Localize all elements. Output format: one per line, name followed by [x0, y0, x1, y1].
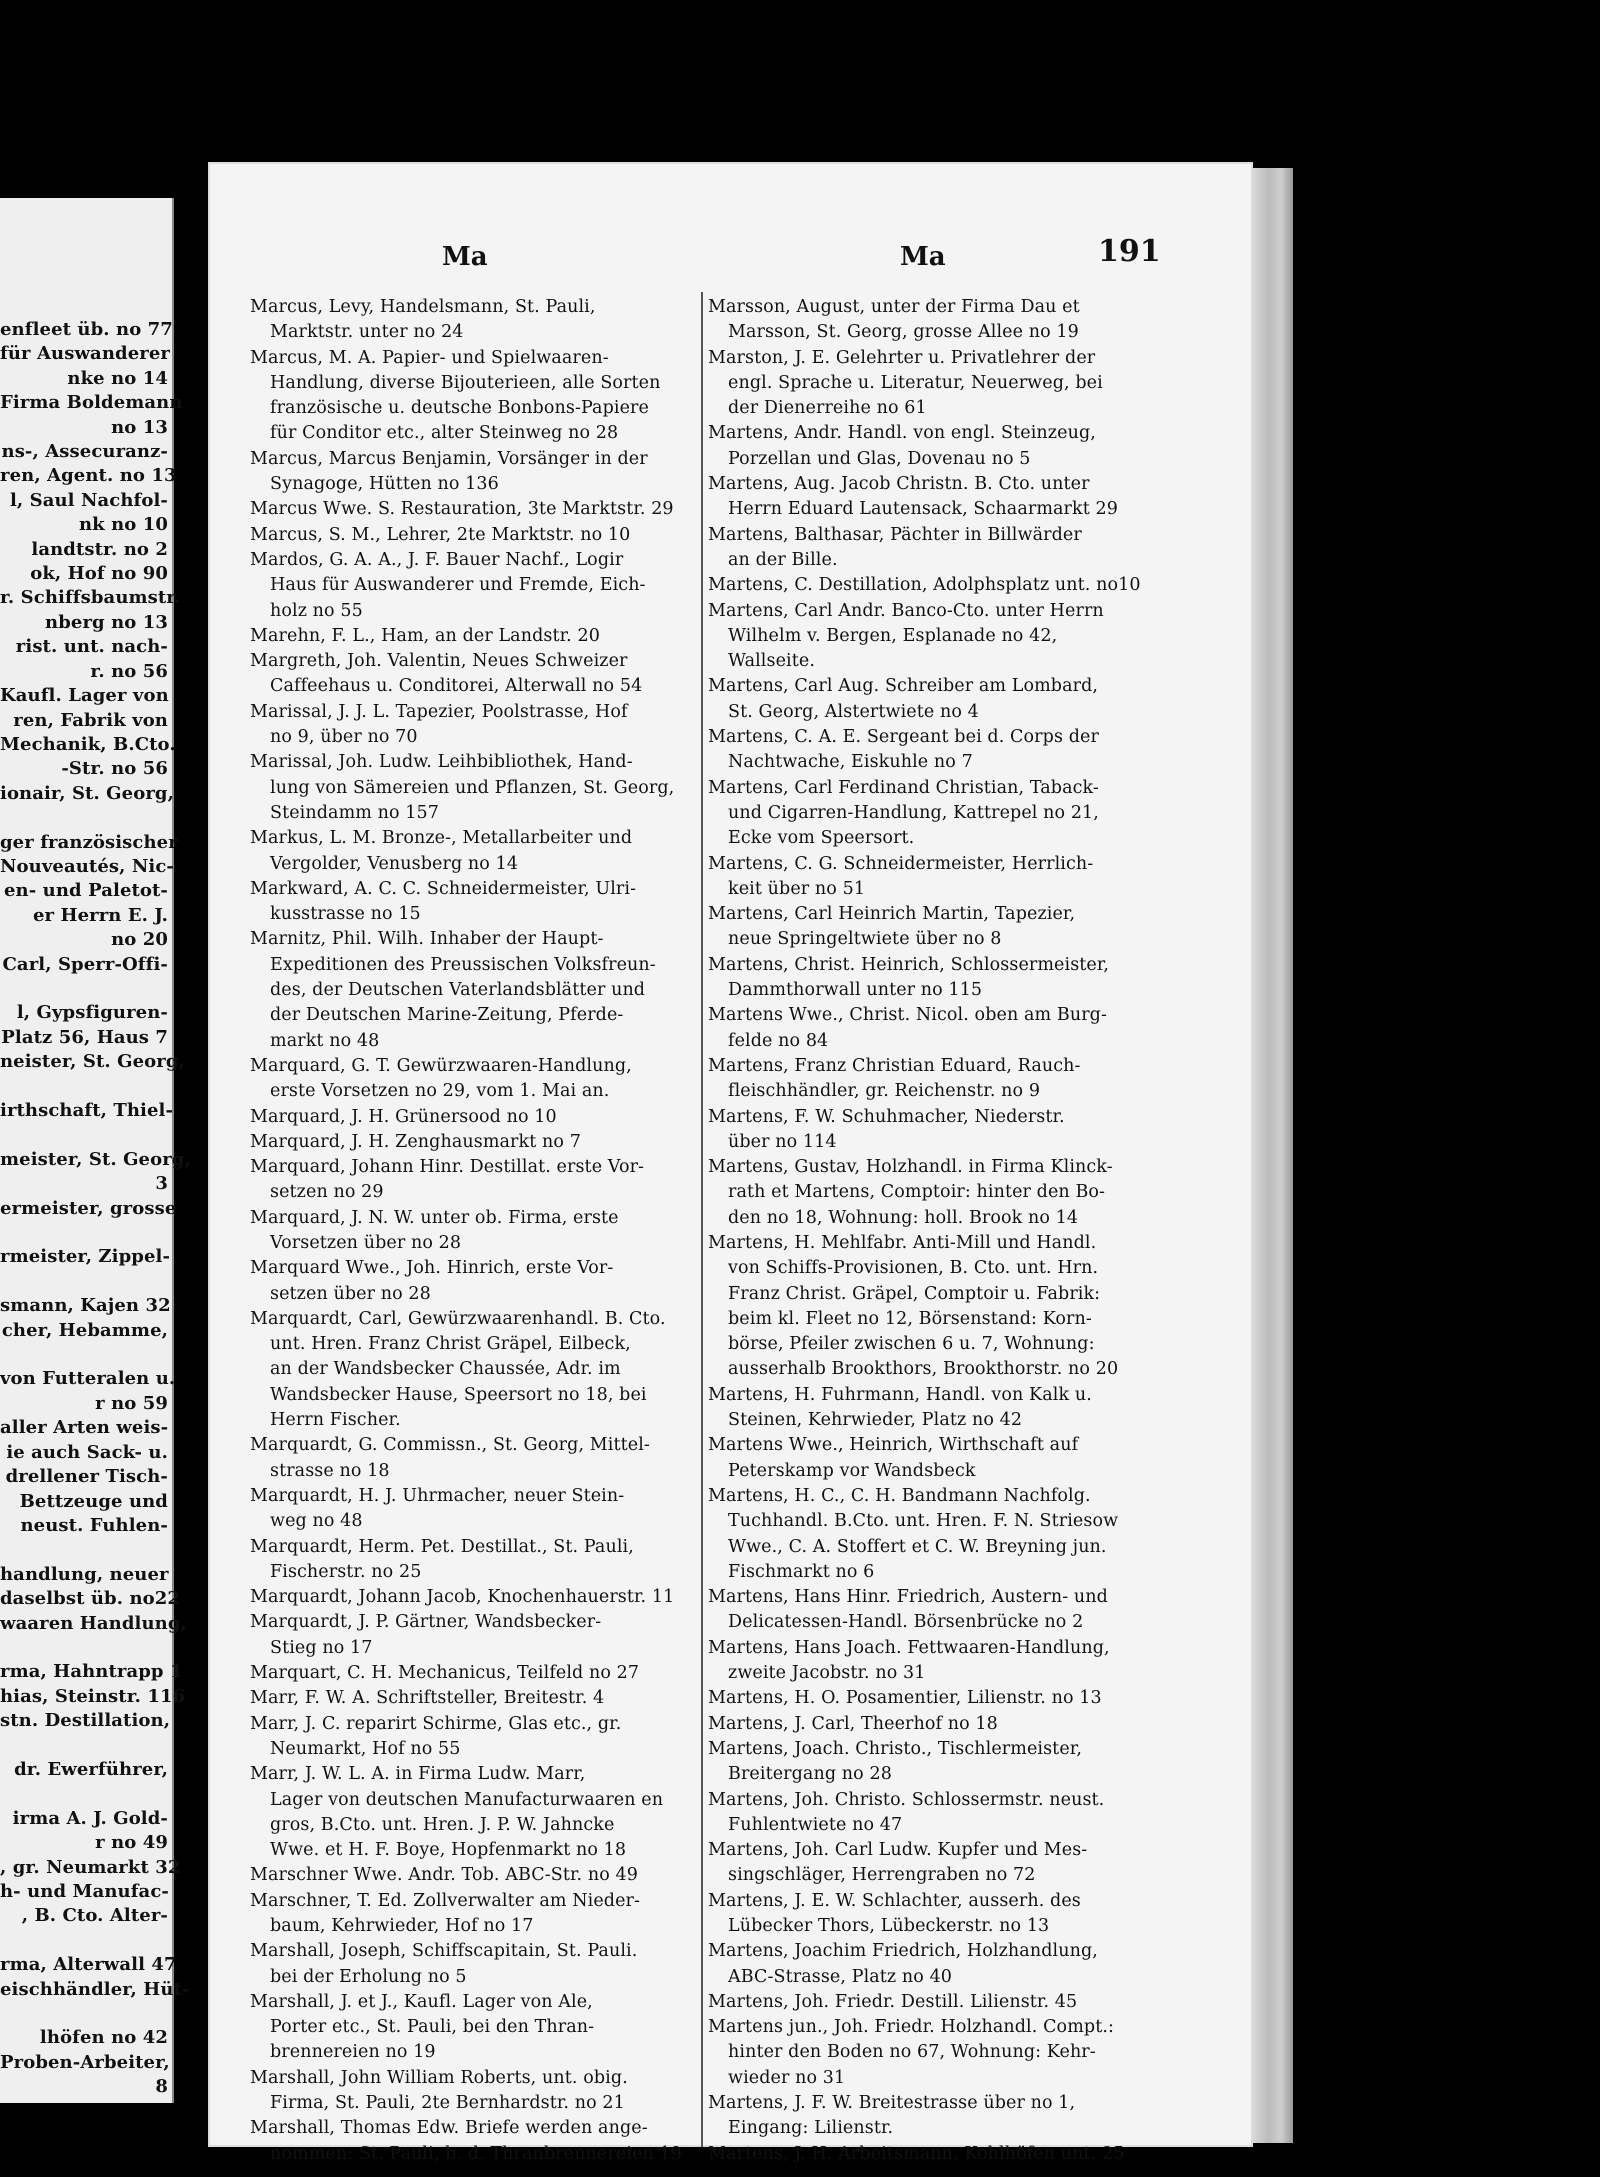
entry-continuation-line: strasse no 18 — [270, 1460, 390, 1481]
fragment-line: cher, Hebamme, — [1, 1319, 168, 1341]
fragment-line: ermeister, grosse — [0, 1197, 177, 1219]
fragment-line: no 13 — [111, 416, 168, 438]
entry-line: Martens, Aug. Jacob Christn. B. Cto. unter — [708, 474, 1090, 495]
entry-continuation-line: Vergolder, Venusberg no 14 — [270, 853, 519, 874]
fragment-line — [0, 1123, 168, 1147]
entry-line: Martens, J. Carl, Theerhof no 18 — [708, 1713, 998, 1734]
entry-continuation-line: Nachtwache, Eiskuhle no 7 — [728, 752, 973, 773]
entry-line: Martens, H. O. Posamentier, Lilienstr. no 13 — [708, 1688, 1102, 1709]
entry-line: Marshall, John William Roberts, unt. obig. — [250, 2067, 628, 2088]
entry-continuation-line: brennereien no 19 — [270, 2042, 436, 2063]
fragment-line — [0, 1270, 168, 1294]
fragment-line: enfleet üb. no 77 — [0, 319, 173, 340]
left-column — [250, 295, 702, 2167]
entry-continuation-line: des, der Deutschen Vaterlandsblätter und — [270, 980, 646, 1001]
entry-continuation-line: Wwe. et H. F. Boye, Hopfenmarkt no 18 — [270, 1840, 627, 1861]
entry-continuation-line: Vorsetzen über no 28 — [270, 1232, 462, 1253]
entry-continuation-line: engl. Sprache u. Literatur, Neuerweg, bei — [728, 372, 1103, 393]
fragment-line: ren, Agent. no 13 — [0, 465, 177, 487]
entry-line: Martens, H. Mehlfabr. Anti-Mill und Handl. — [708, 1232, 1097, 1253]
entry-continuation-line: Dammthorwall unter no 115 — [728, 980, 983, 1001]
fragment-line: daselbst üb. no22 — [0, 1588, 181, 1610]
running-head-left: Ma — [442, 242, 488, 272]
entry-continuation-line: beim kl. Fleet no 12, Börsenstand: Korn- — [728, 1308, 1092, 1329]
entry-continuation-line: keit über no 51 — [728, 878, 866, 899]
previous-page-text — [0, 318, 191, 2100]
fragment-line: rma, Hahntrapp 1 — [0, 1661, 183, 1683]
fragment-line: hias, Steinstr. 116 — [0, 1685, 186, 1707]
entry-line: Martens, Gustav, Holzhandl. in Firma Klinck- — [708, 1157, 1113, 1178]
fragment-line: ger französischer — [0, 831, 178, 853]
entry-continuation-line: Tuchhandl. B.Cto. unt. Hren. F. N. Striesow — [728, 1511, 1119, 1532]
entry-continuation-line: an der Bille. — [728, 549, 838, 570]
entry-line: Martens, Balthasar, Pächter in Billwärder — [708, 524, 1082, 545]
fragment-line: Mechanik, B.Cto. — [0, 733, 176, 755]
fragment-line: irthschaft, Thiel- — [0, 1100, 174, 1121]
entry-line: Martens, Carl Ferdinand Christian, Taback- — [708, 777, 1099, 798]
entry-line: Marcus, S. M., Lehrer, 2te Marktstr. no 10 — [250, 524, 631, 545]
fragment-line: waaren Handlung, — [0, 1612, 187, 1634]
fragment-line: handlung, neuer — [0, 1563, 169, 1585]
fragment-line: er Herrn E. J. — [32, 904, 168, 926]
entry-line: Marcus, M. A. Papier- und Spielwaaren- — [250, 347, 609, 368]
entry-continuation-line: Eingang: Lilienstr. — [728, 2118, 894, 2139]
entry-continuation-line: Wandsbecker Hause, Speersort no 18, bei — [270, 1384, 647, 1405]
entry-line: Martens, Carl Aug. Schreiber am Lombard, — [708, 676, 1099, 697]
entry-line: Marcus, Levy, Handelsmann, St. Pauli, — [250, 297, 596, 317]
entry-continuation-line: Breitergang no 28 — [728, 1764, 892, 1785]
entry-line: Martens, J. H. Arbeitsmann, Kohlhöfen unt. 25 — [708, 2143, 1125, 2164]
fragment-line: -Str. no 56 — [61, 758, 168, 780]
fragment-line: r. no 56 — [90, 660, 168, 682]
entry-line: Martens, C. A. E. Sergeant bei d. Corps der — [708, 727, 1099, 748]
entry-line: Markward, A. C. C. Schneidermeister, Ulri- — [250, 878, 637, 899]
fragment-line: von Futteralen u. — [0, 1368, 176, 1390]
entry-continuation-line: Expeditionen des Preussischen Volksfreun- — [270, 954, 656, 975]
fragment-line: r no 59 — [95, 1392, 168, 1414]
entry-continuation-line: zweite Jacobstr. no 31 — [728, 1663, 926, 1684]
fragment-line: 3 — [155, 1173, 168, 1195]
fragment-line: Nouveautés, Nic- — [0, 855, 174, 877]
entry-line: Markus, L. M. Bronze-, Metallarbeiter und — [250, 828, 633, 849]
entry-continuation-line: Caffeehaus u. Conditorei, Alterwall no 54 — [270, 676, 643, 697]
entry-line: Martens Wwe., Christ. Nicol. oben am Burg- — [708, 1005, 1107, 1026]
entry-line: Marschner, T. Ed. Zollverwalter am Nieder- — [250, 1890, 641, 1911]
entry-line: Marsson, August, unter der Firma Dau et — [708, 297, 1080, 317]
entry-continuation-line: lung von Sämereien und Pflanzen, St. Georg, — [270, 777, 675, 798]
entry-continuation-line: der Dienerreihe no 61 — [728, 398, 927, 419]
entry-continuation-line: von Schiffs-Provisionen, B. Cto. unt. Hrn. — [728, 1258, 1099, 1279]
entry-line: Martens jun., Joh. Friedr. Holzhandl. Compt.: — [708, 2017, 1114, 2038]
fragment-line — [0, 1221, 168, 1245]
entry-continuation-line: markt no 48 — [270, 1030, 380, 1051]
entry-line: Mardos, G. A. A., J. F. Bauer Nachf., Logir — [250, 549, 624, 570]
fragment-line: neust. Fuhlen- — [20, 1514, 168, 1536]
entry-continuation-line: Fischmarkt no 6 — [728, 1561, 875, 1582]
entry-continuation-line: holz no 55 — [270, 600, 363, 621]
fragment-line: , gr. Neumarkt 32 — [0, 1856, 181, 1878]
entry-continuation-line: Fuhlentwiete no 47 — [728, 1814, 903, 1835]
entry-continuation-line: erste Vorsetzen no 29, vom 1. Mai an. — [270, 1081, 610, 1102]
entry-continuation-line: Fischerstr. no 25 — [270, 1561, 422, 1582]
entry-continuation-line: rath et Martens, Comptoir: hinter den Bo- — [728, 1182, 1106, 1203]
entry-line: Marshall, J. et J., Kaufl. Lager von Ale, — [250, 1991, 593, 2012]
fragment-line: h- und Manufac- — [0, 1881, 169, 1902]
entry-continuation-line: Steindamm no 157 — [270, 802, 440, 823]
fragment-line: l, Gypsfiguren- — [16, 1002, 168, 1024]
entry-continuation-line: Handlung, diverse Bijouterieen, alle Sorten — [270, 372, 661, 393]
fragment-line: no 20 — [111, 929, 168, 951]
entry-line: Martens, Carl Heinrich Martin, Tapezier, — [708, 904, 1076, 925]
entry-line: Marshall, Thomas Edw. Briefe werden ange- — [250, 2118, 648, 2139]
fragment-line — [0, 1734, 168, 1758]
entry-line: Marr, F. W. A. Schriftsteller, Breitestr. 4 — [250, 1688, 605, 1709]
entry-continuation-line: Delicatessen-Handl. Börsenbrücke no 2 — [728, 1612, 1084, 1633]
entry-continuation-line: Franz Christ. Gräpel, Comptoir u. Fabrik: — [728, 1283, 1101, 1304]
entry-line: Martens, Joh. Carl Ludw. Kupfer und Mes- — [708, 1840, 1088, 1861]
entry-line: Marquardt, J. P. Gärtner, Wandsbecker- — [250, 1612, 602, 1633]
entry-continuation-line: bei der Erholung no 5 — [270, 1966, 467, 1987]
entry-continuation-line: Lager von deutschen Manufacturwaaren en — [270, 1789, 664, 1810]
fragment-line — [0, 1343, 168, 1367]
entry-continuation-line: börse, Pfeiler zwischen 6 u. 7, Wohnung: — [728, 1334, 1095, 1355]
fragment-line — [0, 1636, 168, 1660]
fragment-line: r no 49 — [95, 1832, 168, 1854]
entry-line: Marschner Wwe. Andr. Tob. ABC-Str. no 49 — [250, 1865, 638, 1886]
entry-continuation-line: Porter etc., St. Pauli, bei den Thran- — [270, 2017, 595, 2038]
fragment-line — [0, 1929, 168, 1953]
entry-line: Marquard, J. H. Zenghausmarkt no 7 — [250, 1131, 581, 1152]
entry-line: Marissal, J. J. L. Tapezier, Poolstrasse, Hof — [250, 701, 628, 722]
entry-line: Martens, F. W. Schuhmacher, Niederstr. — [708, 1106, 1065, 1127]
entry-line: Martens, H. Fuhrmann, Handl. von Kalk u. — [708, 1384, 1092, 1405]
entry-continuation-line: Synagoge, Hütten no 136 — [270, 474, 499, 495]
entry-line: Marr, J. W. L. A. in Firma Ludw. Marr, — [250, 1764, 586, 1785]
fragment-line: rma, Alterwall 47 — [0, 1954, 177, 1976]
entry-continuation-line: für Conditor etc., alter Steinweg no 28 — [270, 423, 619, 444]
entry-continuation-line: Wwe., C. A. Stoffert et C. W. Breyning jun. — [728, 1536, 1107, 1557]
fragment-line: für Auswanderer — [0, 343, 170, 365]
entry-continuation-line: neue Springeltwiete über no 8 — [728, 929, 1002, 950]
entry-line: Marquard, G. T. Gewürzwaaren-Handlung, — [250, 1055, 632, 1076]
fragment-line: Carl, Sperr-Offi- — [2, 953, 168, 975]
entry-line: Marquardt, H. J. Uhrmacher, neuer Stein- — [250, 1485, 625, 1506]
entry-continuation-line: Marktstr. unter no 24 — [270, 322, 464, 343]
entry-line: Martens, C. G. Schneidermeister, Herrlich- — [708, 853, 1094, 874]
entry-continuation-line: Marsson, St. Georg, grosse Allee no 19 — [728, 322, 1079, 343]
entry-continuation-line: der Deutschen Marine-Zeitung, Pferde- — [270, 1005, 624, 1026]
entry-line: Martens, Joh. Friedr. Destill. Lilienstr. 45 — [708, 1991, 1078, 2012]
entry-line: Marquardt, G. Commissn., St. Georg, Mittel- — [250, 1435, 650, 1456]
entry-line: Marquard, J. N. W. unter ob. Firma, erste — [250, 1207, 619, 1228]
fragment-line: ren, Fabrik von — [13, 709, 168, 731]
entry-continuation-line: singschläger, Herrengraben no 72 — [728, 1865, 1036, 1886]
entry-line: Marcus, Marcus Benjamin, Vorsänger in der — [250, 448, 648, 469]
entry-continuation-line: Wilhelm v. Bergen, Esplanade no 42, — [728, 625, 1058, 646]
entry-continuation-line: no 9, über no 70 — [270, 727, 418, 748]
fragment-line: en- und Paletot- — [3, 880, 168, 902]
fragment-line: , B. Cto. Alter- — [21, 1905, 168, 1927]
fragment-line — [0, 806, 168, 830]
entry-continuation-line: Haus für Auswanderer und Fremde, Eich- — [270, 575, 646, 596]
entry-line: Martens, Andr. Handl. von engl. Steinzeug, — [708, 423, 1096, 444]
column-divider — [701, 292, 703, 2147]
page-edge — [1253, 168, 1293, 2143]
fragment-line: Proben-Arbeiter, — [0, 2051, 170, 2073]
fragment-line: drellener Tisch- — [5, 1466, 168, 1488]
entry-continuation-line: Herrn Fischer. — [270, 1410, 401, 1431]
fragment-line: Platz 56, Haus 7 — [1, 1026, 168, 1048]
fragment-line — [0, 1782, 168, 1806]
entry-continuation-line: über no 114 — [728, 1131, 837, 1152]
entry-line: Marissal, Joh. Ludw. Leihbibliothek, Hand- — [250, 752, 633, 773]
entry-continuation-line: Steinen, Kehrwieder, Platz no 42 — [728, 1410, 1023, 1431]
entry-line: Marquard, Johann Hinr. Destillat. erste Vor- — [250, 1157, 645, 1178]
fragment-line: nk no 10 — [78, 514, 168, 536]
entry-continuation-line: wieder no 31 — [728, 2067, 846, 2088]
entry-continuation-line: Porzellan und Glas, Dovenau no 5 — [728, 448, 1031, 469]
entry-continuation-line: weg no 48 — [270, 1511, 363, 1532]
fragment-line: rmeister, Zippel- — [0, 1246, 171, 1268]
entry-continuation-line: nommen: St. Pauli, b. d. Thranbrennereien 19 — [270, 2143, 682, 2164]
entry-continuation-line: Peterskamp vor Wandsbeck — [728, 1460, 976, 1481]
entry-continuation-line: Firma, St. Pauli, 2te Bernhardstr. no 21 — [270, 2093, 625, 2114]
fragment-line: ie auch Sack- u. — [6, 1441, 168, 1463]
entry-continuation-line: französische u. deutsche Bonbons-Papiere — [270, 398, 649, 419]
fragment-line: aller Arten weis- — [0, 1417, 169, 1439]
fragment-line: l, Saul Nachfol- — [9, 489, 168, 511]
entry-continuation-line: setzen no 29 — [270, 1182, 384, 1203]
entry-continuation-line: Wallseite. — [728, 651, 815, 672]
fragment-line — [0, 2002, 168, 2026]
fragment-line: irma A. J. Gold- — [12, 1807, 168, 1829]
entry-line: Martens, Hans Hinr. Friedrich, Austern- und — [708, 1587, 1108, 1608]
entry-continuation-line: Lübecker Thors, Lübeckerstr. no 13 — [728, 1916, 1050, 1936]
entry-continuation-line: Neumarkt, Hof no 55 — [270, 1738, 461, 1759]
fragment-line: Bettzeuge und — [19, 1490, 168, 1512]
entry-line: Marnitz, Phil. Wilh. Inhaber der Haupt- — [250, 929, 604, 950]
entry-continuation-line: ausserhalb Brookthors, Brookthorstr. no 20 — [728, 1359, 1119, 1380]
fragment-line: smann, Kajen 32 — [0, 1295, 171, 1317]
entry-line: Marquard, J. H. Grünersood no 10 — [250, 1106, 557, 1127]
entry-continuation-line: fleischhändler, gr. Reichenstr. no 9 — [728, 1081, 1041, 1102]
entry-line: Margreth, Joh. Valentin, Neues Schweizer — [250, 651, 628, 672]
entry-continuation-line: Stieg no 17 — [270, 1637, 373, 1658]
entry-continuation-line: ABC-Strasse, Platz no 40 — [728, 1966, 953, 1987]
entry-line: Martens, Joh. Christo. Schlossermstr. neust. — [708, 1789, 1105, 1810]
right-column — [708, 295, 1170, 2167]
entry-line: Marcus Wwe. S. Restauration, 3te Marktstr. 29 — [250, 499, 674, 520]
entry-continuation-line: gros, B.Cto. unt. Hren. J. P. W. Jahncke — [270, 1814, 615, 1835]
page-number: 191 — [1098, 234, 1161, 269]
entry-line: Marston, J. E. Gelehrter u. Privatlehrer der — [708, 347, 1096, 368]
fragment-line: nberg no 13 — [45, 611, 168, 633]
fragment-line: ok, Hof no 90 — [30, 563, 168, 585]
fragment-line: meister, St. Georg, — [0, 1148, 191, 1170]
fragment-line: ns-, Assecuranz- — [1, 441, 168, 463]
entry-continuation-line: St. Georg, Alstertwiete no 4 — [728, 701, 979, 722]
entry-line: Martens, J. E. W. Schlachter, ausserh. des — [708, 1890, 1081, 1911]
previous-page-fragment — [0, 198, 191, 2103]
entry-line: Marr, J. C. reparirt Schirme, Glas etc., gr. — [250, 1713, 622, 1734]
entry-continuation-line: setzen über no 28 — [270, 1283, 431, 1304]
fragment-line: lhöfen no 42 — [39, 2027, 168, 2049]
entry-line: Marshall, Joseph, Schiffscapitain, St. Pauli. — [250, 1941, 638, 1962]
entry-continuation-line: und Cigarren-Handlung, Kattrepel no 21, — [728, 802, 1099, 823]
fragment-line: eischhändler, Hüt- — [0, 1978, 190, 2000]
fragment-line: dr. Ewerführer, — [14, 1758, 168, 1780]
fragment-line: nke no 14 — [67, 367, 168, 389]
entry-continuation-line: baum, Kehrwieder, Hof no 17 — [270, 1916, 534, 1936]
entry-continuation-line: unt. Hren. Franz Christ Gräpel, Eilbeck, — [270, 1334, 631, 1355]
entry-line: Marquardt, Johann Jacob, Knochenhauerstr. 11 — [250, 1587, 675, 1608]
fragment-line: 8 — [155, 2076, 168, 2098]
entry-line: Martens, H. C., C. H. Bandmann Nachfolg. — [708, 1485, 1091, 1506]
entry-line: Martens, Joachim Friedrich, Holzhandlung, — [708, 1941, 1098, 1962]
entry-line: Martens, Hans Joach. Fettwaaren-Handlung, — [708, 1637, 1110, 1658]
fragment-line: r. Schiffsbaumstr. — [0, 587, 181, 609]
entry-continuation-line: an der Wandsbecker Chaussée, Adr. im — [270, 1359, 621, 1380]
entry-line: Martens, C. Destillation, Adolphsplatz unt. no10 — [708, 575, 1141, 596]
entry-line: Marquardt, Carl, Gewürzwaarenhandl. B. Cto. — [250, 1308, 666, 1329]
entry-continuation-line: Herrn Eduard Lautensack, Schaarmarkt 29 — [728, 499, 1118, 520]
entry-line: Martens, Carl Andr. Banco-Cto. unter Herrn — [708, 600, 1104, 621]
entry-continuation-line: den no 18, Wohnung: holl. Brook no 14 — [728, 1207, 1079, 1228]
entry-continuation-line: Ecke vom Speersort. — [728, 828, 915, 849]
fragment-line: Kaufl. Lager von — [0, 685, 169, 707]
entry-line: Martens Wwe., Heinrich, Wirthschaft auf — [708, 1435, 1079, 1456]
fragment-line — [0, 1538, 168, 1562]
entry-continuation-line: felde no 84 — [728, 1030, 829, 1051]
fragment-line — [0, 1075, 168, 1099]
directory-page — [208, 162, 1253, 2164]
fragment-line: neister, St. Georg, — [0, 1051, 185, 1073]
entry-line: Martens, Joach. Christo., Tischlermeister, — [708, 1738, 1082, 1759]
running-head-right: Ma — [900, 242, 946, 272]
entry-line: Marquard Wwe., Joh. Hinrich, erste Vor- — [250, 1258, 614, 1279]
entry-line: Martens, Christ. Heinrich, Schlossermeister, — [708, 954, 1110, 975]
entry-line: Marehn, F. L., Ham, an der Landstr. 20 — [250, 625, 600, 646]
fragment-line: rist. unt. nach- — [15, 636, 168, 658]
fragment-line: stn. Destillation, — [0, 1710, 171, 1732]
entry-continuation-line: kusstrasse no 15 — [270, 904, 421, 925]
fragment-line: ionair, St. Georg, — [0, 782, 174, 804]
fragment-line: landtstr. no 2 — [31, 538, 168, 560]
entry-continuation-line: hinter den Boden no 67, Wohnung: Kehr- — [728, 2042, 1096, 2063]
fragment-line: Firma Boldemann — [0, 392, 183, 414]
fragment-line — [0, 977, 168, 1001]
entry-line: Marquardt, Herm. Pet. Destillat., St. Pauli, — [250, 1536, 634, 1557]
entry-line: Marquart, C. H. Mechanicus, Teilfeld no 27 — [250, 1663, 640, 1684]
entry-line: Martens, J. F. W. Breitestrasse über no 1, — [708, 2093, 1076, 2114]
entry-line: Martens, Franz Christian Eduard, Rauch- — [708, 1055, 1081, 1076]
page-header — [208, 234, 1253, 282]
